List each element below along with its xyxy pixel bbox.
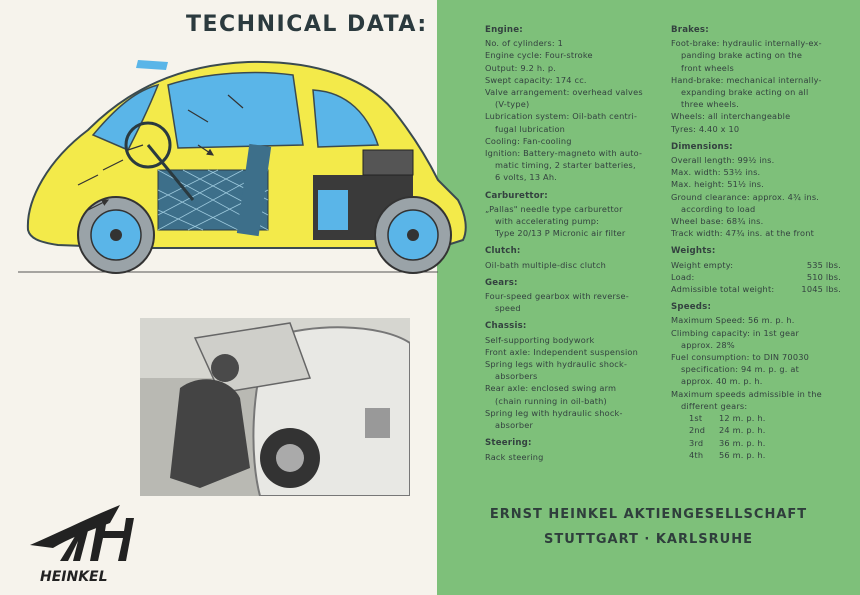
section-heading: Chassis: (485, 321, 527, 332)
spec-line: panding brake acting on the (681, 50, 803, 61)
spec-line: No. of cylinders: 1 (485, 38, 564, 49)
spec-line: Oil-bath multiple-disc clutch (485, 259, 607, 270)
spec-line: Lubrication system: Oil-bath centri- (485, 111, 638, 122)
section-heading: Brakes: (671, 25, 709, 35)
section-heading: Gears: (485, 277, 518, 288)
weight-value: 510 lbs. (806, 271, 841, 282)
spec-line: Overall length: 99½ ins. (671, 155, 775, 166)
weights-heading: Weights: (671, 246, 716, 257)
spec-line: fugal lubrication (495, 123, 566, 134)
weight-label: Admissible total weight: (671, 284, 775, 295)
spec-section (485, 277, 660, 315)
spec-line: Wheel base: 68¾ ins. (671, 216, 764, 227)
spec-line: Front axle: Independent suspension (485, 346, 639, 357)
spec-line: matic timing, 2 starter batteries, (495, 160, 636, 171)
spec-section (485, 190, 660, 240)
spec-line: Type 20/13 P Micronic air filter (495, 228, 626, 239)
spec-line: Valve arrangement: overhead valves (485, 87, 643, 98)
faded-stamp (210, 512, 290, 584)
spec-line: approx. 28% (681, 339, 735, 350)
spec-line: Tyres: 4.40 x 10 (671, 123, 740, 134)
spec-line: „Pallas" needle type carburettor (485, 203, 623, 214)
spec-line: Spring legs with hydraulic shock- (485, 359, 628, 370)
spec-line: absorbers (495, 371, 538, 382)
spec-line: (chain running in oil-bath) (495, 395, 607, 406)
gear-speed: 12 m. p. h. (719, 413, 766, 424)
spec-line: speed (495, 303, 521, 314)
spec-line: Rear axle: enclosed swing arm (485, 383, 617, 394)
spec-line: Rack steering (485, 451, 544, 462)
section-heading: Clutch: (485, 246, 521, 257)
spec-section (485, 245, 660, 270)
gear-speed-row (671, 424, 841, 436)
spec-section (485, 320, 660, 431)
weight-label: Weight empty: (671, 259, 734, 270)
page-title: TECHNICAL DATA: (186, 12, 428, 37)
spec-line: Ground clearance: approx. 4¾ ins. (671, 191, 820, 202)
spec-line: Swept capacity: 174 cc. (485, 74, 587, 85)
weight-value: 535 lbs. (806, 259, 841, 270)
spec-section (485, 24, 660, 184)
spec-line: expanding brake acting on all (681, 87, 809, 98)
gear-speed-row (671, 437, 841, 449)
spec-line: Output: 9.2 h. p. (485, 62, 557, 73)
gear-label: 4th (689, 449, 704, 460)
spec-line: Ignition: Battery-magneto with auto- (485, 148, 643, 159)
spec-line: Hand-brake: mechanical internally- (671, 74, 822, 85)
spec-line: Four-speed gearbox with reverse- (485, 291, 629, 302)
spec-line: 6 volts, 13 Ah. (495, 172, 558, 183)
section-heading: Engine: (485, 25, 523, 35)
spec-line: different gears: (681, 400, 748, 411)
section-speeds (671, 301, 841, 461)
spec-section (485, 437, 660, 462)
spec-line: Maximum Speed: 56 m. p. h. (671, 315, 795, 326)
spec-line: Track width: 47¾ ins. at the front (671, 228, 814, 239)
section-heading: Dimensions: (671, 141, 733, 152)
gear-label: 1st (689, 413, 703, 424)
weight-row (671, 271, 841, 283)
spec-line: absorber (495, 420, 534, 431)
section-brakes (671, 24, 841, 135)
section-weights (671, 245, 841, 295)
weight-value: 1045 lbs. (801, 284, 841, 295)
company-location: STUTTGART · KARLSRUHE (544, 532, 753, 547)
section-heading: Steering: (485, 438, 532, 449)
spec-line: Foot-brake: hydraulic internally-ex- (671, 38, 822, 49)
mechanic-photo (140, 318, 410, 496)
weight-row (671, 283, 841, 295)
gear-speed-row (671, 412, 841, 424)
spec-line: Max. width: 53½ ins. (671, 167, 761, 178)
section-dimensions (671, 141, 841, 240)
spec-line: Max. height: 51½ ins. (671, 179, 765, 190)
gear-label: 2nd (689, 425, 706, 436)
spec-line: according to load (681, 203, 756, 214)
gear-label: 3rd (689, 437, 704, 448)
gear-speed-row (671, 449, 841, 461)
spec-line: approx. 40 m. p. h. (681, 376, 763, 387)
spec-line: Fuel consumption: to DIN 70030 (671, 352, 810, 363)
spec-line: Wheels: all interchangeable (671, 111, 791, 122)
spec-line: Engine cycle: Four-stroke (485, 50, 593, 61)
spec-line: Self-supporting bodywork (485, 334, 595, 345)
heinkel-logo (28, 503, 163, 588)
gear-speed: 56 m. p. h. (719, 449, 766, 460)
spec-line: three wheels. (681, 99, 739, 110)
spec-line: Climbing capacity: in 1st gear (671, 327, 800, 338)
gear-speed: 24 m. p. h. (719, 425, 766, 436)
speeds-heading: Speeds: (671, 302, 712, 313)
spec-line: Spring leg with hydraulic shock- (485, 407, 623, 418)
weight-label: Load: (671, 271, 695, 282)
weight-row (671, 259, 841, 271)
specs-right-column (671, 24, 841, 467)
spec-line: specification: 94 m. p. g. at (681, 364, 800, 375)
spec-line: Cooling: Fan-cooling (485, 135, 572, 146)
logo-text: HEINKEL (40, 569, 108, 585)
spec-line: Maximum speeds admissible in the (671, 388, 822, 399)
section-heading: Carburettor: (485, 190, 548, 201)
specs-left-column (485, 24, 660, 469)
spec-line: front wheels (681, 62, 734, 73)
car-cutaway-illustration (18, 50, 473, 280)
company-name: ERNST HEINKEL AKTIENGESELLSCHAFT (489, 507, 808, 522)
spec-line: with accelerating pump: (495, 216, 600, 227)
spec-line: (V-type) (495, 99, 530, 110)
gear-speed: 36 m. p. h. (719, 437, 766, 448)
